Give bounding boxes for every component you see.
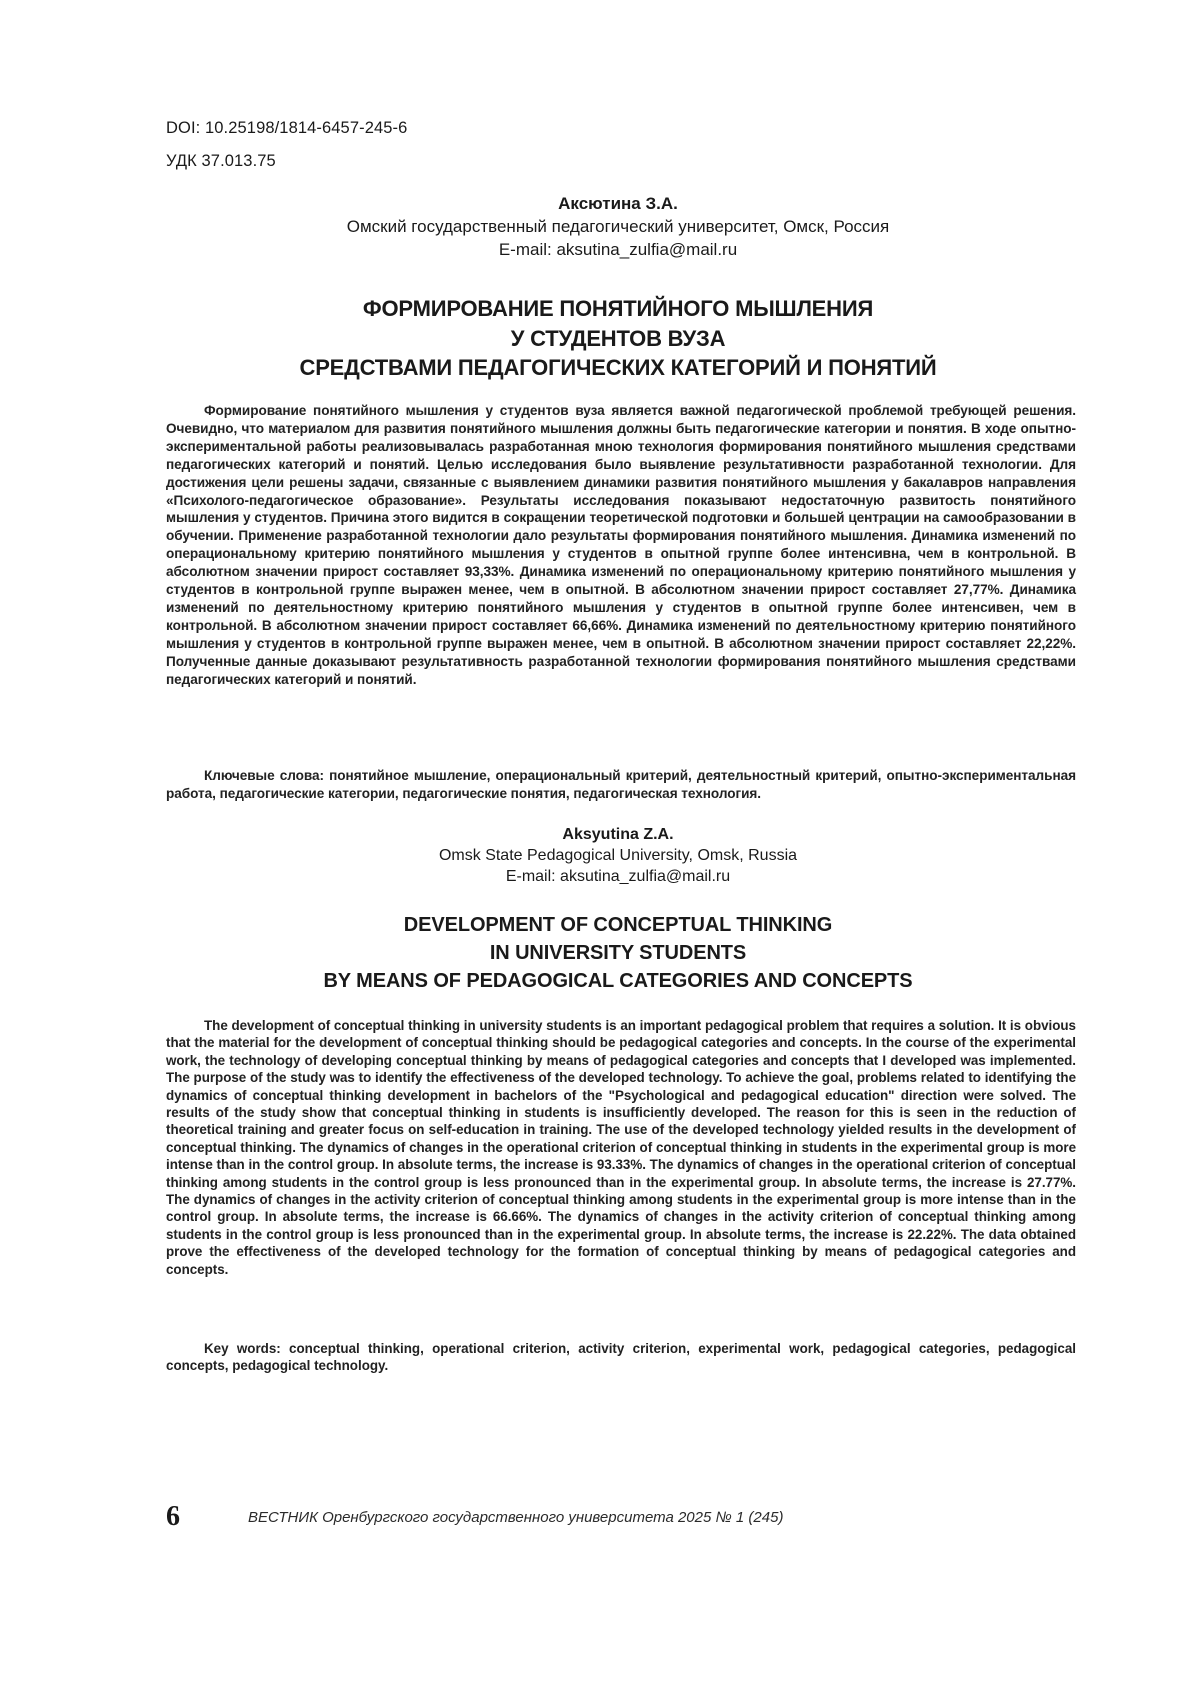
ru-author-name: Аксютина З.А.	[558, 194, 678, 213]
journal-citation: ВЕСТНИК Оренбургского государственного университета 2025 № 1 (245)	[248, 1509, 784, 1526]
en-title-line: BY MEANS OF PEDAGOGICAL CATEGORIES AND CONCEPTS	[323, 970, 913, 992]
en-title-line: IN UNIVERSITY STUDENTS	[489, 942, 747, 964]
ru-affiliation: Омский государственный педагогический университет, Омск, Россия	[346, 217, 890, 236]
en-author-name: Aksyutina Z.A.	[562, 826, 674, 843]
ru-title-line: ФОРМИРОВАНИЕ ПОНЯТИЙНОГО МЫШЛЕНИЯ	[362, 296, 874, 321]
ru-keywords: Ключевые слова: понятийное мышление, операциональный критерий, деятельностный критерий, опытно-экспериментальная работа, педагогические категории, педагогические понятия, педагогическая технология.	[166, 768, 1076, 801]
ru-email[interactable]: E-mail: aksutina_zulfia@mail.ru	[498, 240, 738, 259]
en-article-title	[166, 911, 1070, 995]
udk-line: УДК 37.013.75	[166, 152, 276, 170]
en-abstract: The development of conceptual thinking in university students is an important pedagogical problem that requires a solution. It is obvious that the material for the development of conceptual thinking should be pedagogical categories and concepts. In the course of the experimental work, the technology of developing conceptual thinking by means of pedagogical categories and concepts that I developed was implemented. The purpose of the study was to identify the effectiveness of the developed technology. To achieve the goal, problems related to identifying the dynamics of conceptual thinking development in bachelors of the "Psychological and pedagogical education" direction were solved. The results of the study show that conceptual thinking in students is insufficiently developed. The reason for this is seen in the reduction of theoretical training and greater focus on self-education in training. The use of the developed technology yielded results in the development of conceptual thinking. The dynamics of changes in the operational criterion of conceptual thinking in students in the experimental group is more intense than in the control group. In absolute terms, the increase is 93.33%. The dynamics of changes in the operational criterion of conceptual thinking among students in the control group is less pronounced than in the experimental group. In absolute terms, the increase is 27.77%. The dynamics of changes in the activity criterion of conceptual thinking among students in the experimental group is more intense than in the control group. In absolute terms, the increase is 66.66%. The dynamics of changes in the activity criterion of conceptual thinking among students in the control group is less pronounced than in the experimental group. In absolute terms, the increase is 22.22%. The data obtained prove the effectiveness of the developed technology for the formation of conceptual thinking by means of pedagogical categories and concepts.	[166, 1018, 1076, 1277]
en-title-line: DEVELOPMENT OF CONCEPTUAL THINKING	[403, 914, 833, 936]
en-author-block	[166, 824, 1070, 887]
ru-title-line: СРЕДСТВАМИ ПЕДАГОГИЧЕСКИХ КАТЕГОРИЙ И ПОНЯТИЙ	[299, 355, 937, 380]
page-footer	[166, 1500, 1066, 1540]
ru-author-block	[166, 192, 1070, 261]
ru-title-line: У СТУДЕНТОВ ВУЗА	[510, 325, 726, 351]
ru-article-title	[166, 294, 1070, 383]
en-keywords: Key words: conceptual thinking, operational criterion, activity criterion, experimental work, pedagogical categories, pedagogical concepts, pedagogical technology.	[166, 1341, 1076, 1374]
page-number: 6	[166, 1501, 180, 1532]
doi-line[interactable]: DOI: 10.25198/1814-6457-245-6	[166, 119, 408, 137]
en-email[interactable]: E-mail: aksutina_zulfia@mail.ru	[505, 868, 731, 885]
ru-abstract: Формирование понятийного мышления у студентов вуза является важной педагогической проблемой требующей решения. Очевидно, что материалом для развития понятийного мышления должны быть педагогические категории и понятия. В ходе опытно-экспериментальной работы реализовывалась разработанная мною технология формирования понятийного мышления средствами педагогических категорий и понятий. Целью исследования было выявление результативности разработанной технологии. Для достижения цели решены задачи, связанные с выявлением динамики развития понятийного мышления у бакалавров направления «Психолого-педагогическое образование». Результаты исследования показывают недостаточную развитость понятийного мышления у студентов. Причина этого видится в сокращении теоретической подготовки и большей центрации на самообразовании в обучении. Применение разработанной технологии дало результаты формирования понятийного мышления. Динамика изменений по операциональному критерию понятийного мышления у студентов в опытной группе более интенсивна, чем в контрольной. В абсолютном значении прирост составляет 93,33%. Динамика изменений по операциональному критерию понятийного мышления у студентов в контрольной группе выражен менее, чем в опытной. В абсолютном значении прирост составляет 27,77%. Динамика изменений по деятельностному критерию понятийного мышления у студентов в опытной группе более интенсивен, чем в контрольной. В абсолютном значении прирост составляет 66,66%. Динамика изменений по деятельностному критерию понятийного мышления у студентов в контрольной группе выражен менее, чем в опытной. В абсолютном значении прирост составляет 22,22%. Полученные данные доказывают результативность разработанной технологии формирования понятийного мышления средствами педагогических категорий и понятий.	[166, 403, 1076, 687]
en-affiliation: Omsk State Pedagogical University, Omsk, Russia	[438, 847, 798, 864]
